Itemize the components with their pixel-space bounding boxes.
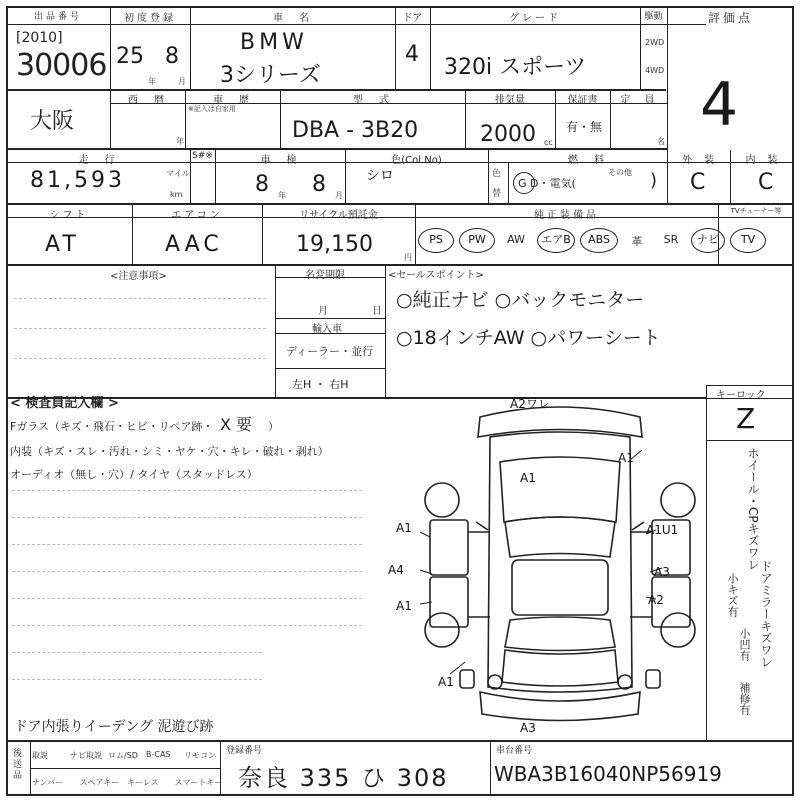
tuner-label: TVチューナー等: [730, 207, 782, 215]
delivery-items: [30, 742, 223, 796]
grade: 320i スポーツ: [444, 55, 587, 80]
exhibit-no: 30006: [16, 48, 107, 83]
west-label: 西 暦: [128, 95, 167, 106]
eval-score: 4: [700, 70, 739, 140]
reg-no: 奈良 335 ひ 308: [238, 764, 449, 792]
model-label: 型 式: [353, 95, 392, 106]
person-suffix: 名: [657, 137, 665, 146]
delivery-item-bottom: スペアキー: [79, 778, 120, 787]
mark-left-side: A4: [388, 563, 404, 577]
history-note: ※記入は自家用: [188, 105, 236, 113]
equipment-list: [418, 228, 792, 258]
h-rule: [706, 440, 794, 441]
dotted-rule: [12, 598, 362, 599]
equipment-5: 革: [631, 235, 643, 248]
delivery-label: 後送品: [11, 748, 21, 781]
sales-points-line2: ○18インチAW ○パワーシート: [396, 327, 661, 349]
capacity-label: 定 員: [620, 95, 657, 106]
equipment-0: PS: [418, 228, 454, 253]
km-unit: km: [170, 190, 183, 199]
car-outline: [425, 407, 695, 721]
sales-label: <セールスポイント>: [388, 270, 484, 281]
warranty-label: 保証書: [567, 95, 598, 106]
fuel-label: 燃 料: [568, 155, 607, 166]
dotted-rule: [12, 652, 262, 653]
chassis-label: 車台番号: [496, 746, 533, 756]
equipment-6: SR: [663, 233, 679, 246]
year-box: [2010]: [16, 30, 63, 46]
handle-label: 左H ・ 右H: [292, 378, 349, 391]
sales-points-line1: ○純正ナビ ○バックモニター: [396, 289, 645, 311]
shift-label: シフト: [49, 210, 89, 221]
mileage-label: 走 行: [78, 155, 118, 166]
car-damage-diagram: [380, 392, 700, 737]
interior-line: 内装（キズ・スレ・汚れ・シミ・ヤケ・穴・キレ・破れ・剥れ）: [10, 445, 329, 458]
side-note-4: 小凹有: [738, 628, 751, 661]
dotted-rule: [12, 544, 362, 545]
delivery-item-top: ロム/SD: [108, 751, 138, 760]
displacement-label: 排気量: [495, 95, 525, 106]
v-rule: [275, 265, 276, 398]
delivery-item-top: リモコン: [184, 751, 216, 760]
recycle-amount: 19,150: [296, 232, 373, 257]
fuel-other: その他: [608, 168, 632, 177]
equipment-8: TV: [730, 228, 766, 253]
mark-rear-bumper: A3: [520, 721, 536, 735]
delivery-item-bottom: キーレス: [127, 778, 159, 787]
first-reg-month: 8: [165, 44, 179, 69]
door-label: ドア: [402, 13, 423, 24]
mark-right-front-door: A1U1: [646, 523, 679, 537]
handwritten-note: ドア内張りイーデング 泥遊び跡: [14, 719, 214, 735]
interior-grade: C: [758, 170, 774, 195]
aircon: AAC: [165, 232, 223, 257]
v-rule: [488, 150, 489, 204]
exhibit-no-label: 出品番号: [33, 12, 82, 22]
dotted-rule: [12, 517, 362, 518]
mark-right-side: A3: [654, 565, 670, 579]
exterior-label: 外 装: [682, 155, 715, 166]
cc-unit: cc: [544, 138, 553, 147]
equipment-1: PW: [459, 228, 495, 253]
side-note: ホイール・CPキズワレ: [746, 447, 760, 571]
car-maker: BMW: [240, 30, 308, 55]
v-rule: [508, 162, 509, 204]
v-rule: [385, 265, 386, 398]
mark-left-front-door: A1: [396, 521, 412, 535]
month-unit-r5: 月: [318, 306, 328, 317]
equipment-4: ABS: [580, 228, 618, 253]
displacement: 2000: [480, 122, 536, 147]
row2-bottom-rule: [6, 148, 667, 150]
h-rule: [275, 318, 385, 319]
drive-2wd: 2WD: [645, 38, 665, 47]
color-label: 色(Col.No): [391, 155, 442, 166]
reg-no-label: 登録番号: [226, 746, 263, 756]
warranty-value: 有・無: [566, 120, 603, 134]
v-rule: [706, 385, 707, 740]
doors: 4: [405, 42, 419, 67]
inspector-dotted-lines: [12, 490, 362, 710]
glass-mark: X 要: [220, 415, 253, 434]
delivery-item-bottom: ナンバー: [32, 778, 64, 787]
delivery-item-top: 取説: [32, 751, 48, 760]
recycle-label: リサイクル預託金: [299, 210, 378, 221]
first-reg-label: 初度登録: [124, 13, 176, 24]
shift: AT: [45, 232, 80, 257]
equipment-7: ナビ: [691, 228, 725, 253]
dotted-rule: [12, 490, 362, 491]
inspection-month: 8: [312, 172, 326, 197]
delivery-item-top: B-CAS: [146, 750, 171, 759]
name-change-label: 名変期限: [305, 270, 345, 281]
drive-4wd: 4WD: [645, 66, 665, 75]
aircon-label: エアコン: [171, 210, 223, 221]
delivery-item-top: ナビ取説: [70, 751, 102, 760]
dotted-rule: [12, 679, 262, 680]
mileage: 81,593: [30, 168, 125, 193]
mark-left-rear-door: A1: [396, 599, 412, 613]
drive-label: 駆動: [644, 12, 663, 22]
year-unit: 年: [148, 77, 156, 86]
key-lock-value: Z: [736, 402, 756, 435]
glass-close: ）: [268, 420, 279, 433]
side-note-2: 小キズ有: [726, 573, 739, 617]
eval-label: 評価点: [707, 11, 753, 25]
chassis-no: WBA3B16040NP56919: [494, 762, 722, 786]
key-lock-label: キーロック: [716, 390, 766, 401]
dotted-rule: [14, 328, 266, 329]
year-suffix: 年: [176, 137, 184, 146]
caution-label: <注意事項>: [110, 271, 167, 282]
mile-unit: マイル: [166, 169, 190, 178]
exterior-grade: C: [690, 170, 706, 195]
v-rule: [490, 742, 491, 796]
first-reg-year: 25: [116, 44, 144, 69]
h-rule: [275, 368, 385, 369]
car-name-label: 車 名: [273, 13, 312, 24]
dotted-rule: [12, 625, 362, 626]
damage-marks: [388, 397, 678, 735]
inspection-year-unit: 年: [278, 191, 286, 200]
mark-front-right: A1: [618, 451, 634, 465]
row3-bottom-rule: [6, 203, 794, 205]
yen-unit: 円: [404, 253, 412, 262]
color: シロ: [366, 168, 394, 184]
color-change-2: 替: [492, 189, 502, 199]
mark-right-rear-door: A2: [648, 593, 664, 607]
dealer-label: ディーラー・並行: [286, 345, 374, 358]
inspection-year: 8: [255, 172, 269, 197]
dotted-rule: [14, 358, 266, 359]
delivery-item-bottom: スマートキー: [174, 778, 223, 787]
equipment-2: AW: [507, 233, 525, 246]
import-label: 輸入車: [312, 324, 342, 335]
model-code: DBA - 3B20: [292, 118, 419, 143]
dotted-rule: [12, 571, 362, 572]
s-label: S#※: [192, 151, 213, 161]
day-unit-r5: 日: [372, 306, 382, 317]
side-note-3: ドアミラーキズワレ: [759, 560, 773, 668]
inspection-month-unit: 月: [335, 191, 343, 200]
interior-label: 内 装: [745, 155, 779, 166]
color-change-1: 色: [492, 169, 502, 179]
side-note-5: 補修有: [738, 682, 751, 715]
mark-front-bumper: A2ワレ: [510, 397, 550, 411]
fuel-options: G D・電気(: [518, 177, 576, 190]
dotted-rule: [14, 298, 266, 299]
glass-line: Fガラス（キズ・飛石・ヒビ・リペア跡・: [10, 420, 214, 433]
car-model: 3シリーズ: [220, 63, 321, 88]
equipment-label: 純正装備品: [534, 210, 599, 221]
mark-rear-left: A1: [438, 675, 454, 689]
grade-label: グレード: [509, 13, 561, 24]
row1-header-rule: [6, 24, 706, 25]
equipment-3: エアB: [537, 228, 575, 253]
month-unit: 月: [178, 77, 186, 86]
mark-hood: A1: [520, 471, 536, 485]
history-label: 車 歴: [213, 95, 252, 106]
location: 大阪: [30, 109, 75, 134]
inspection-label: 車 検: [260, 155, 300, 166]
audio-line: オーディオ（無し・穴）/ タイヤ（スタッドレス）: [10, 468, 258, 481]
fuel-close: ): [650, 170, 658, 191]
inspector-title: < 検査員記入欄 >: [10, 396, 119, 411]
